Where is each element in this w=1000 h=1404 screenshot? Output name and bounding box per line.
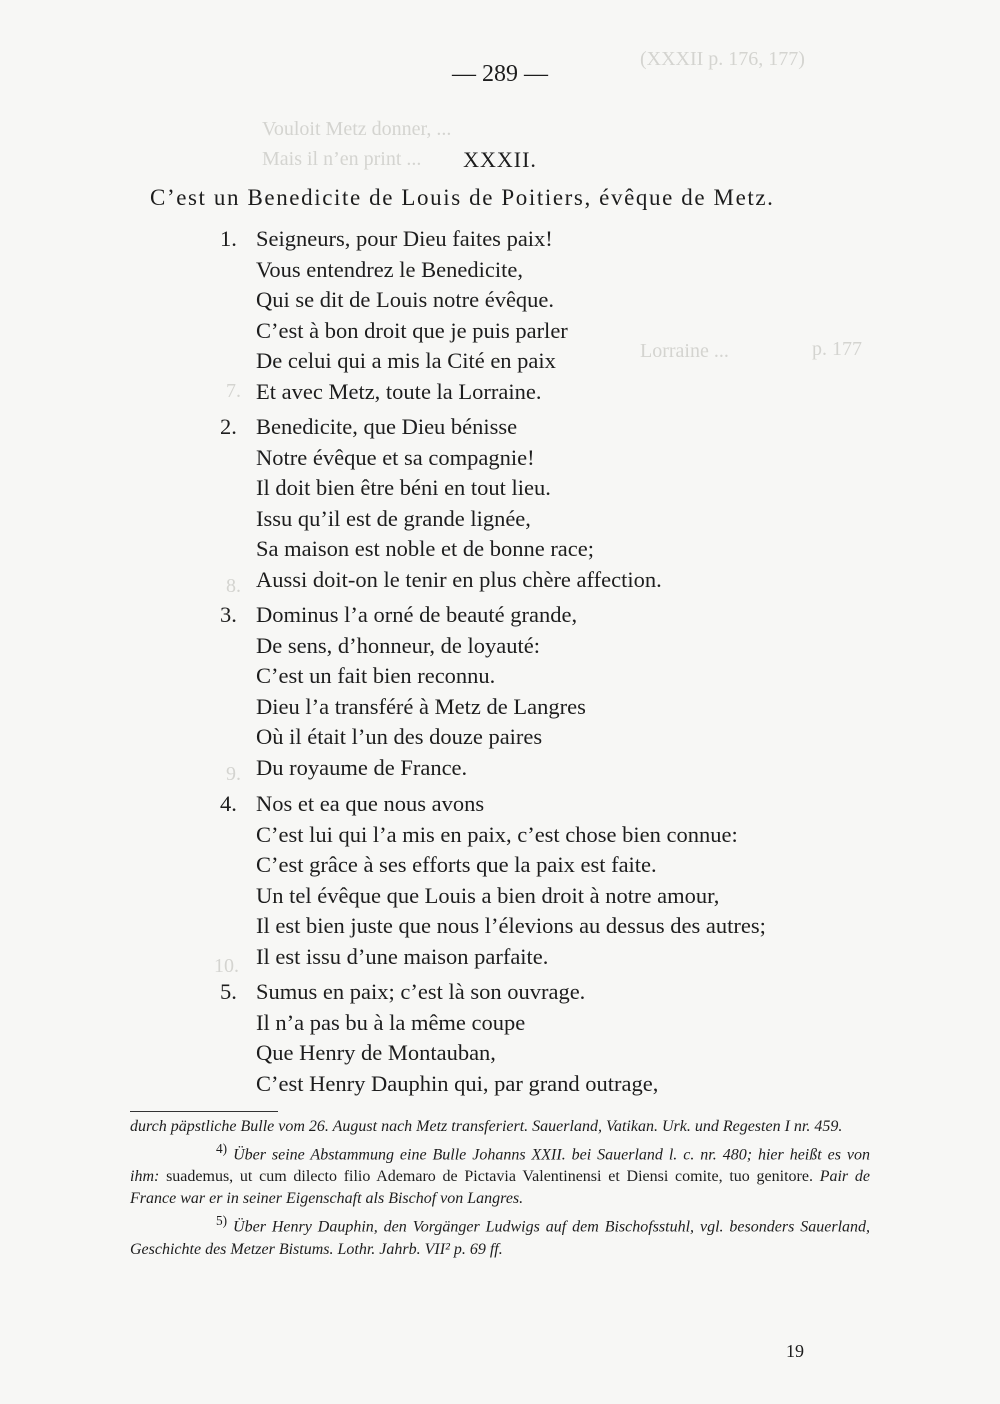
verse-line: Un tel évêque que Louis a bien droit à notre amour, [256,882,720,908]
verse-line: C’est grâce à ses efforts que la paix est faite. [256,852,657,877]
stanza [220,977,658,1099]
stanza [220,224,568,407]
bleed-through-text: Vouloit Metz donner, ... [262,118,452,140]
verse-line: C’est à bon droit que je puis parler [256,317,568,343]
verse-line: Issu qu’il est de grande lignée, [256,505,531,531]
verse-line: Il n’a pas bu à la même coupe [256,1009,526,1035]
stanza-number: 4. [220,791,237,816]
verse-line: Il doit bien être béni en tout lieu. [256,475,551,500]
bleed-through-text: (XXXII p. 176, 177) [640,48,805,70]
footnote-marker: 4) [216,1141,228,1156]
verse-line: Sa maison est noble et de bonne race; [256,536,595,561]
verse-line: De sens, d’honneur, de loyauté: [256,632,541,658]
signature-mark: 19 [786,1341,804,1361]
footnotes [130,1116,870,1261]
verse-line: Du royaume de France. [256,754,468,780]
verse-line: 4. Nos et ea que nous avons [220,789,766,820]
verse-line: Vous entendrez le Benedicite, [256,256,523,282]
verse-line: Notre évêque et sa compagnie! [256,444,535,470]
stanza-number: 2. [220,414,237,439]
verse-line: Qui se dit de Louis notre évêque. [256,287,555,312]
bleed-through-text: 7. [226,380,241,402]
section-numeral: XXXII. [463,147,537,172]
bleed-through-text: Mais il n’en print ... [262,148,422,170]
bleed-through-text: 10. [214,955,239,977]
footnote-rule [130,1111,278,1112]
verse-line: C’est Henry Dauphin qui, par grand outrage, [256,1070,659,1096]
stanza [220,600,586,783]
bleed-through-text: 8. [226,575,241,597]
verse-line: 1. Seigneurs, pour Dieu faites paix! [220,224,568,255]
bleed-through-text: Lorraine ... [640,340,729,362]
footnote-4: $^{4)}$ Über seine Abstammung eine Bulle Johanns XXII. bei Sauerland l. c. nr. 480; hier heißt es von ihm: suademus, ut cum dilecto filio Ademaro de Pictavia Valentinensi et Diensi comite, tuo genitore. Pair de France war er in seiner Eigenschaft als Bischof von Langres. [130,1141,871,1208]
bleed-through-text: p. 177 [812,338,862,360]
verse-line: Aussi doit-on le tenir en plus chère affection. [256,566,662,592]
page-number: — 289 — [452,61,548,87]
bleed-through-text: 9. [226,763,241,785]
verse-line: C’est un fait bien reconnu. [256,663,496,688]
stanza-number: 1. [220,226,237,251]
verse-line: 3. Dominus l’a orné de beauté grande, [220,600,586,631]
stanza [220,412,662,595]
verse-line: Où il était l’un des douze paires [256,724,543,749]
footnote-continuation: durch päpstliche Bulle vom 26. August nach Metz transferiert. Sauerland, Vatikan. Urk. und Regesten I nr. 459. [130,1118,843,1135]
verse-line: Et avec Metz, toute la Lorraine. [256,378,542,404]
stanza-number: 3. [220,602,237,627]
stanza-number: 5. [220,979,237,1004]
verse-line: 5. Sumus en paix; c’est là son ouvrage. [220,977,658,1008]
stanza [220,789,766,972]
footnote-marker: 5) [216,1213,228,1229]
poem-heading: C’est un Benedicite de Louis de Poitiers, évêque de Metz. [150,185,775,210]
verse-line: De celui qui a mis la Cité en paix [256,348,556,373]
verse-line: 2. Benedicite, que Dieu bénisse [220,412,662,443]
footnote-5: $^{5)}$ Über Henry Dauphin, den Vorgänger Ludwigs auf dem Bischofsstuhl, vgl. besonders Sauerland, Geschichte des Metzer Bistums. Lothr. Jahrb. VII² p. 69 ff. [130,1213,871,1258]
verse-line: C’est lui qui l’a mis en paix, c’est chose bien connue: [256,821,738,847]
verse-line: Il est bien juste que nous l’élevions au dessus des autres; [256,913,766,938]
verse-line: Il est issu d’une maison parfaite. [256,943,549,969]
verse-line: Que Henry de Montauban, [256,1040,496,1065]
verse-line: Dieu l’a transféré à Metz de Langres [256,693,586,719]
